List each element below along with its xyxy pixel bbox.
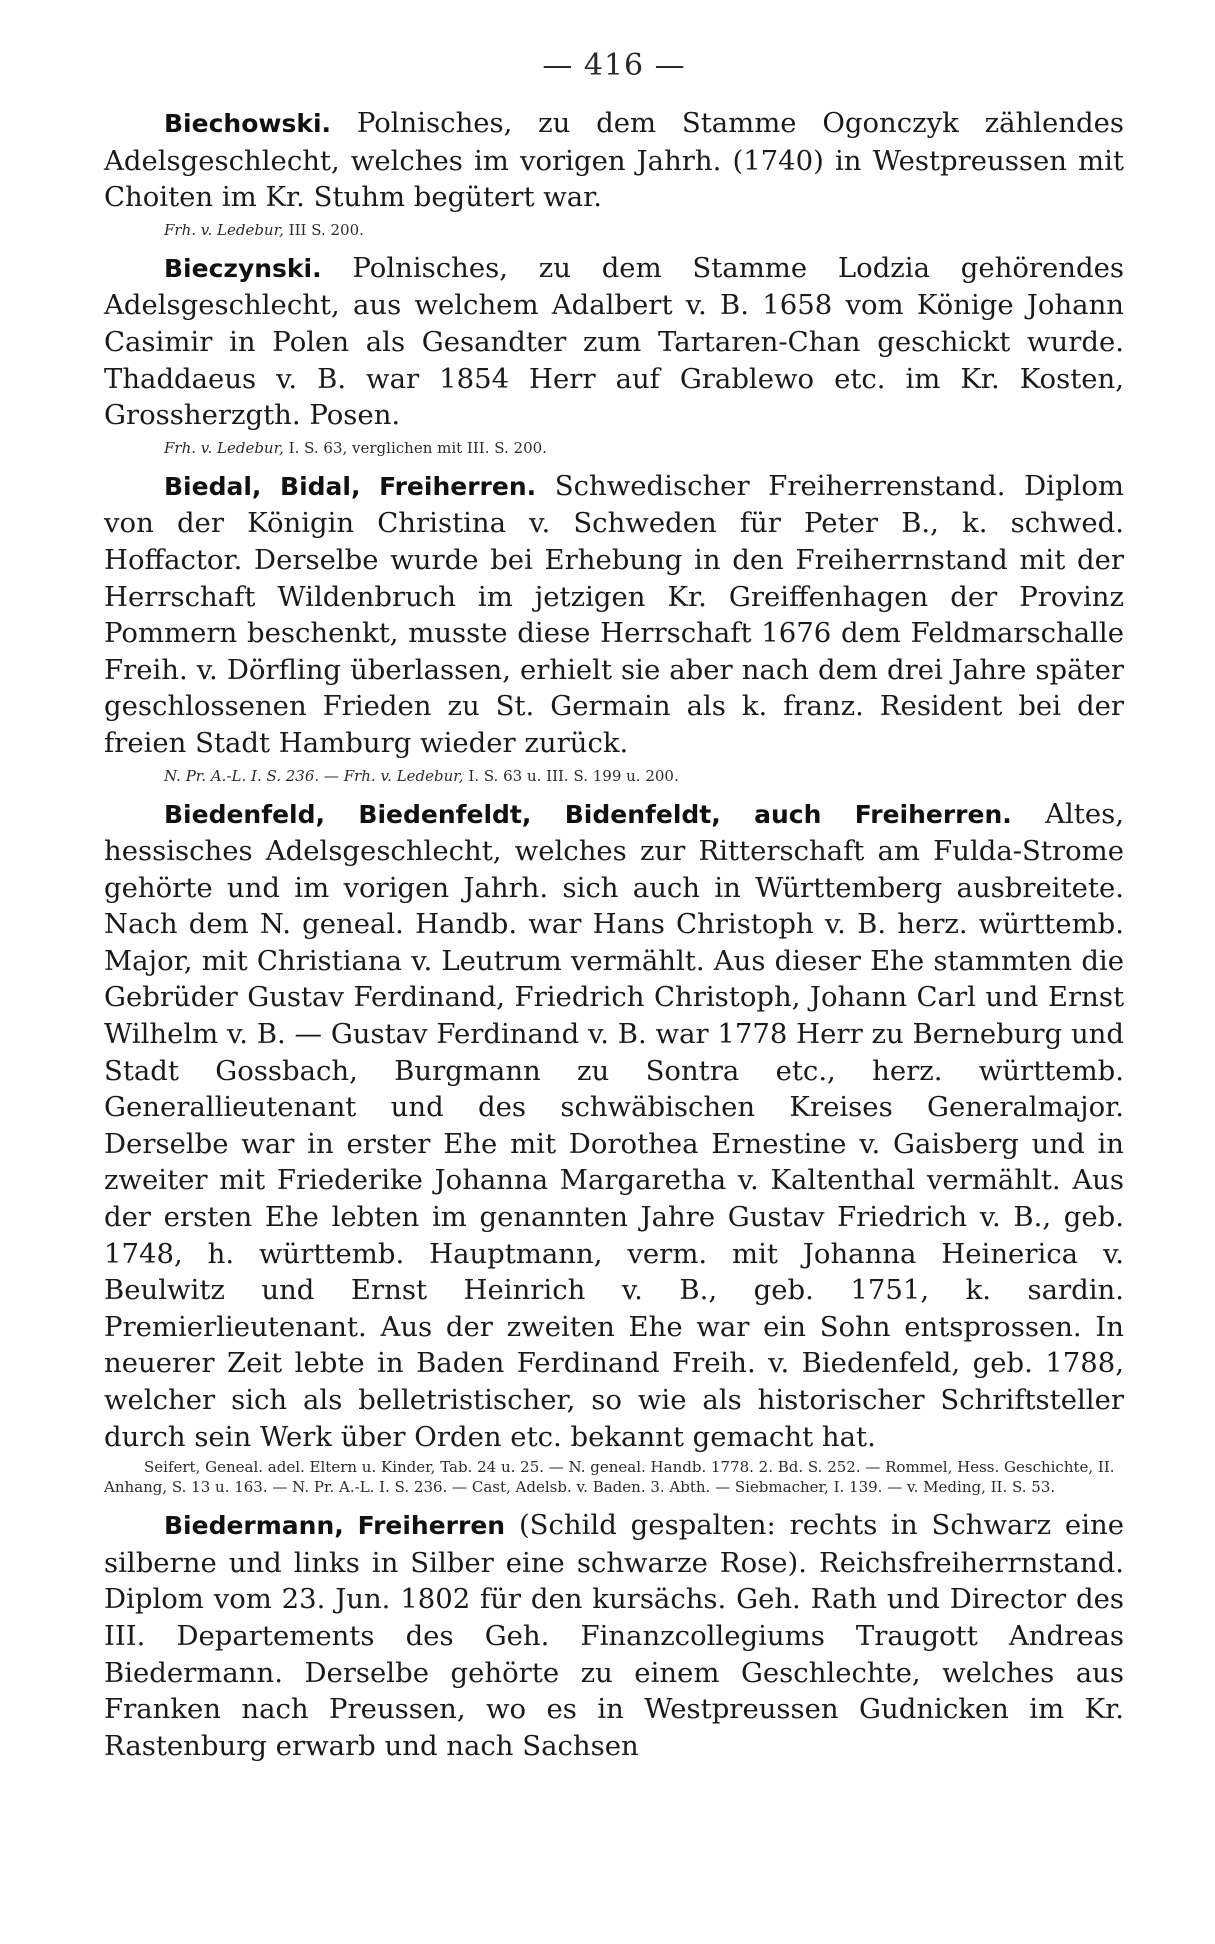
entry-biedenfeld: [104, 796, 1124, 1498]
entry-biedal: [104, 468, 1124, 786]
entry-text: Polnisches, zu dem Stamme Ogonczyk zählendes Adelsgeschlecht, welches im vorigen Jahrh. (1740) in Westpreussen mit Choiten im Kr. Stuhm begütert war.: [104, 107, 1124, 214]
entry-reference: [104, 766, 1124, 786]
page-number: — 416 —: [542, 48, 686, 83]
entry-heading: Biechowski.: [164, 109, 332, 138]
book-page: [104, 48, 1124, 1774]
entry-bieczynski: [104, 250, 1124, 458]
reference-source: Frh. v. Ledebur,: [164, 438, 284, 457]
reference-detail: I. S. 63, verglichen mit III. S. 200.: [288, 438, 547, 457]
entry-text: Schwedischer Freiherrenstand. Diplom von der Königin Christina v. Schweden für Peter B., k. schwed. Hoffactor. Derselbe wurde bei Erhebung in den Freiherrnstand mit der Herrschaft Wildenbruch im jetzigen Kr. Greiffenhagen der Provinz Pommern beschenkt, musste diese Herrschaft 1676 dem Feldmarschalle Freih. v. Dörfling überlassen, erhielt sie aber nach dem drei Jahre später geschlossenen Frieden zu St. Germain als k. franz. Resident bei der freien Stadt Hamburg wieder zurück.: [104, 469, 1124, 759]
entry-reference: [104, 438, 1124, 458]
entry-paragraph: [104, 105, 1124, 216]
entry-paragraph: [104, 1507, 1124, 1764]
reference-source: Frh. v. Ledebur,: [164, 220, 284, 239]
entry-reference: Seifert, Geneal. adel. Eltern u. Kinder, Tab. 24 u. 25. — N. geneal. Handb. 1778. 2. Bd. S. 252. — Rommel, Hess. Geschichte, II. Anhang, S. 13 u. 163. — N. Pr. A.-L. I. S. 236. — Cast, Adelsb. v. Baden. 3. Abth. — Siebmacher, I. 139. — v. Meding, II. S. 53.: [104, 1458, 1115, 1497]
entry-paragraph: [104, 250, 1124, 434]
reference-detail: I. S. 63 u. III. S. 199 u. 200.: [468, 766, 679, 785]
entry-heading: Biedermann, Freiherren: [164, 1511, 506, 1541]
entry-paragraph: [104, 796, 1124, 1456]
entry-heading: Bieczynski.: [164, 253, 322, 283]
reference-source: N. Pr. A.-L. I. S. 236. — Frh. v. Ledebur,: [164, 766, 464, 785]
reference-detail: III S. 200.: [288, 220, 364, 239]
entry-paragraph: [104, 468, 1124, 762]
entry-text: Altes, hessisches Adelsgeschlecht, welches zur Ritterschaft am Fulda-Strome gehörte und im vorigen Jahrh. sich auch in Württemberg ausbreitete. Nach dem N. geneal. Handb. war Hans Christoph v. B. herz. württemb. Major, mit Christiana v. Leutrum vermählt. Aus dieser Ehe stammten die Gebrüder Gustav Ferdinand, Friedrich Christoph, Johann Carl und Ernst Wilhelm v. B. — Gustav Ferdinand v. B. war 1778 Herr zu Berneburg und Stadt Gossbach, Burgmann zu Sontra etc., herz. württemb. Generallieutenant und des schwäbischen Kreises Generalmajor. Derselbe war in erster Ehe mit Dorothea Ernestine v. Gaisberg und in zweiter mit Friederike Johanna Margaretha v. Kaltenthal vermählt. Aus der ersten Ehe lebten im genannten Jahre Gustav Friedrich v. B., geb. 1748, h. württemb. Hauptmann, verm. mit Johanna Heinerica v. Beulwitz und Ernst Heinrich v. B., geb. 1751, k. sardin. Premierlieutenant. Aus der zweiten Ehe war ein Sohn entsprossen. In neuerer Zeit lebte in Baden Ferdinand Freih. v. Biedenfeld, geb. 1788, welcher sich als belletristischer, so wie als historischer Schriftsteller durch sein Werk über Orden etc. bekannt gemacht hat.: [104, 797, 1124, 1453]
entry-biedermann: [104, 1507, 1124, 1764]
entry-heading: Biedenfeld, Biedenfeldt, Bidenfeldt, auch Freiherren.: [164, 799, 1012, 829]
entry-text: (Schild gespalten: rechts in Schwarz eine silberne und links in Silber eine schwarze Rose). Reichsfreiherrnstand. Diplom vom 23. Jun. 1802 für den kursächs. Geh. Rath und Director des III. Departements des Geh. Finanzcollegiums Traugott Andreas Biedermann. Derselbe gehörte zu einem Geschlechte, welches aus Franken nach Preussen, wo es in Westpreussen Gudnicken im Kr. Rastenburg erwarb und nach Sachsen: [104, 1509, 1124, 1762]
entry-reference: [104, 220, 1124, 240]
entry-text: Polnisches, zu dem Stamme Lodzia gehörendes Adelsgeschlecht, aus welchem Adalbert v. B. 1658 vom Könige Johann Casimir in Polen als Gesandter zum Tartaren-Chan geschickt wurde. Thaddaeus v. B. war 1854 Herr auf Grablewo etc. im Kr. Kosten, Grossherzgth. Posen.: [104, 251, 1124, 432]
entry-heading: Biedal, Bidal, Freiherren.: [164, 471, 537, 501]
entry-biechowski: [104, 105, 1124, 240]
